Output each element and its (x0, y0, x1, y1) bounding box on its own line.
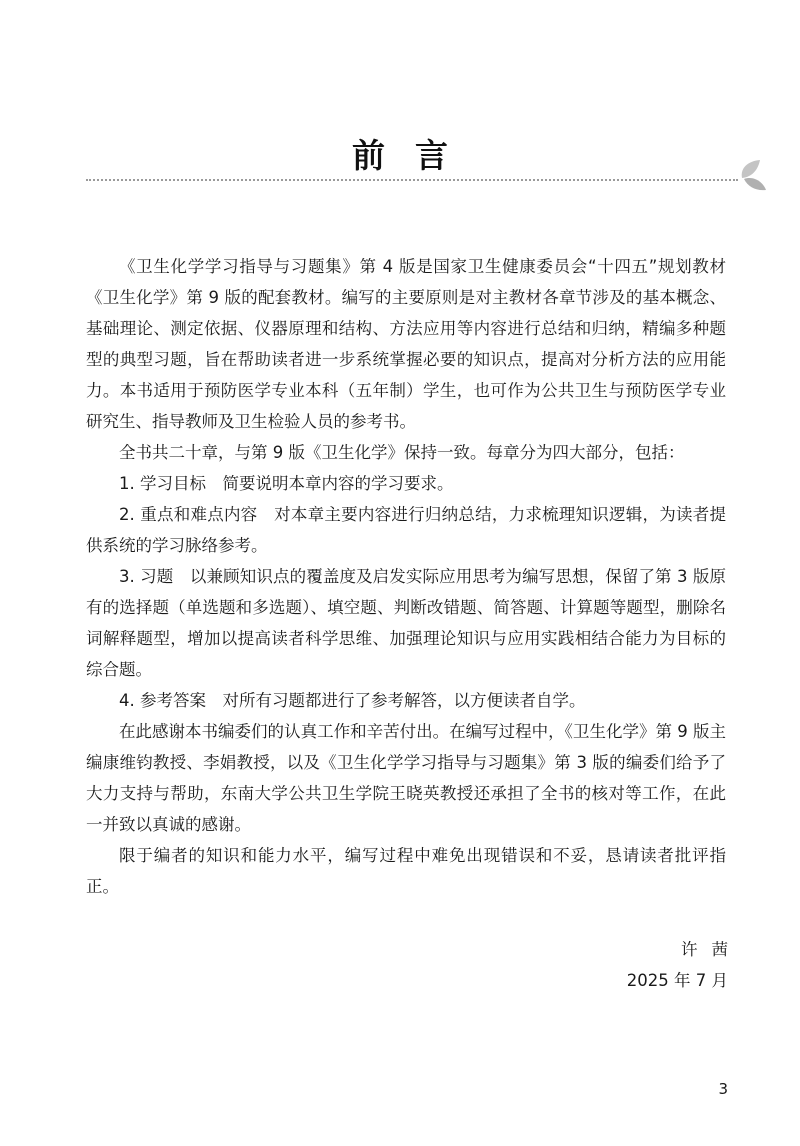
preface-body (86, 251, 726, 902)
page-title: 前言 (352, 136, 478, 176)
title-divider (86, 179, 738, 181)
leaf-ornament-icon (722, 158, 770, 194)
paragraph-structure: 全书共二十章，与第 9 版《卫生化学》保持一致。每章分为四大部分，包括： (119, 443, 685, 462)
page-number: 3 (718, 1080, 728, 1098)
paragraph-item-1: 1. 学习目标 简要说明本章内容的学习要求。 (119, 474, 454, 493)
paragraph-item-3: 3. 习题 以兼顾知识点的覆盖度及启发实际应用思考为编写思想，保留了第 3 版原有的选择题（单选题和多选题）、填空题、判断改错题、简答题、计算题等题型，删除名词解释题型，增加以提高读者科学思维、加强理论知识与应用实践相结合能力为目标的综合题。 (86, 567, 726, 679)
signature-block (626, 934, 742, 996)
signature-date: 2025 年 7 月 (626, 971, 728, 990)
paragraph-intro: 《卫生化学学习指导与习题集》第 4 版是国家卫生健康委员会“十四五”规划教材《卫生化学》第 9 版的配套教材。编写的主要原则是对主教材各章节涉及的基本概念、基础理论、测定依据、仪器原理和结构、方法应用等内容进行总结和归纳，精编多种题型的典型习题，旨在帮助读者进一步系统掌握必要的知识点，提高对分析方法的应用能力。本书适用于预防医学专业本科（五年制）学生，也可作为公共卫生与预防医学专业研究生、指导教师及卫生检验人员的参考书。 (86, 257, 726, 431)
paragraph-item-4: 4. 参考答案 对所有习题都进行了参考解答，以方便读者自学。 (119, 691, 586, 710)
paragraph-item-2: 2. 重点和难点内容 对本章主要内容进行归纳总结，力求梳理知识逻辑，为读者提供系统的学习脉络参考。 (86, 505, 726, 555)
author-name: 许茜 (681, 940, 742, 959)
paragraph-closing: 限于编者的知识和能力水平，编写过程中难免出现错误和不妥，恳请读者批评指正。 (86, 846, 726, 896)
paragraph-thanks: 在此感谢本书编委们的认真工作和辛苦付出。在编写过程中，《卫生化学》第 9 版主编康维钧教授、李娟教授，以及《卫生化学学习指导与习题集》第 3 版的编委们给予了大力支持与帮助，东南大学公共卫生学院王晓英教授还承担了全书的核对等工作，在此一并致以真诚的感谢。 (86, 722, 726, 834)
